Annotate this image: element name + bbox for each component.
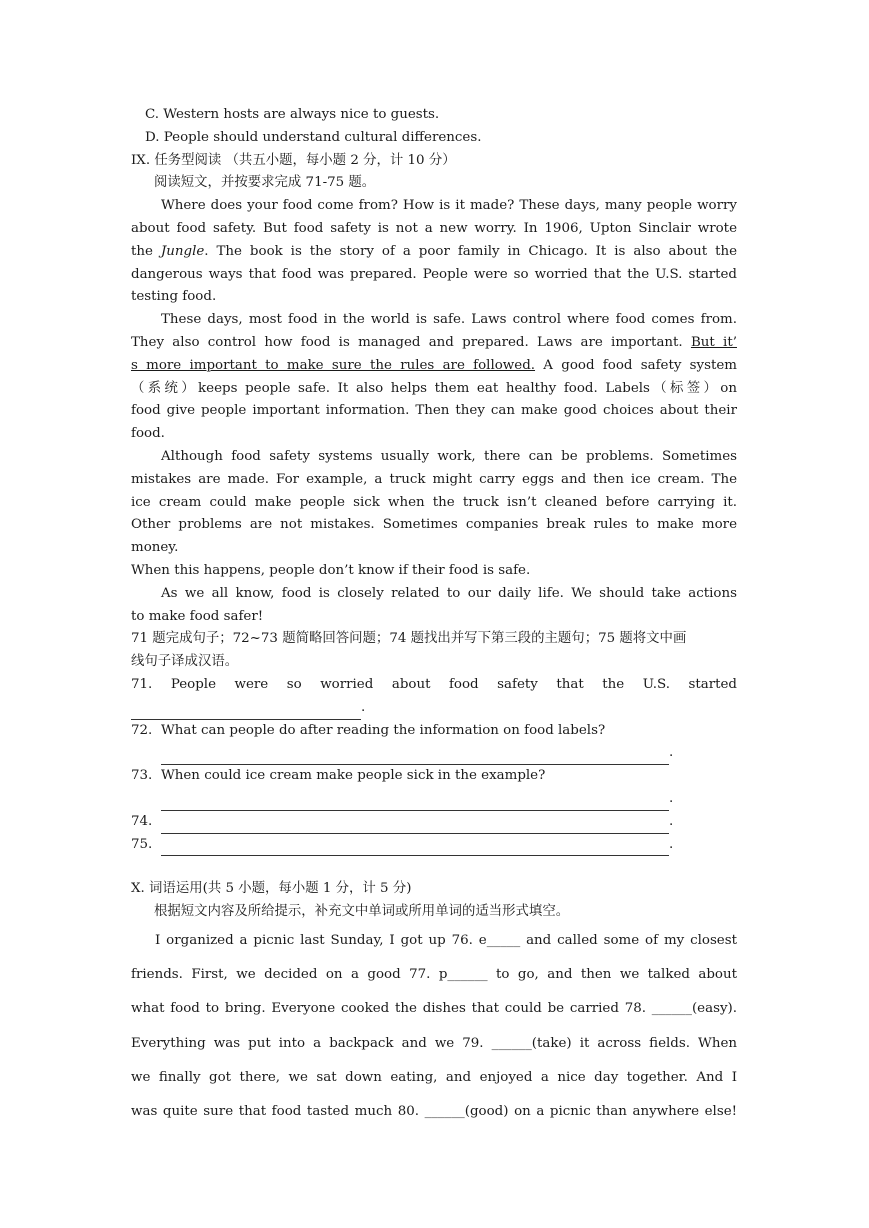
question-number: 74.	[131, 813, 153, 829]
passage-line	[131, 332, 737, 355]
passage-line: food.	[131, 426, 165, 442]
question-text: 71. People were so worried about food safety that the U.S. started	[131, 676, 737, 692]
passage-line	[131, 355, 737, 378]
answer-period: .	[669, 745, 674, 761]
cloze-passage	[131, 924, 737, 1129]
answer-line	[131, 788, 737, 811]
cloze-line: I organized a picnic last Sunday, I got up 76. e_____ and called some of my closest	[155, 932, 737, 948]
question-73	[131, 765, 737, 811]
section-10-instruction: 根据短文内容及所给提示，补充文中单词或所用单词的适当形式填空。	[154, 904, 570, 920]
passage-line: dangerous ways that food was prepared. People were so worried that the U.S. started	[131, 266, 737, 282]
passage-paragraph-3	[131, 446, 737, 583]
section-10-heading: X. 词语运用(共 5 小题，每小题 1 分，计 5 分)	[131, 881, 412, 897]
answer-blank[interactable]	[161, 818, 669, 834]
passage-line: testing food.	[131, 289, 217, 305]
option-c: C. Western hosts are always nice to guests.	[145, 107, 440, 122]
question-number: 72.	[131, 722, 153, 738]
question-71	[131, 674, 737, 720]
cloze-line: friends. First, we decided on a good 77. p______ to go, and then we talked about	[131, 967, 737, 983]
passage-line: ice cream could make people sick when the truck isn’t cleaned before carrying it.	[131, 494, 737, 510]
passage-line: Although food safety systems usually work, there can be problems. Sometimes	[161, 448, 737, 464]
cloze-line: was quite sure that food tasted much 80. ______(good) on a picnic than anywhere else!	[131, 1103, 737, 1119]
passage-paragraph-2	[131, 309, 737, 446]
answer-line	[131, 697, 737, 720]
underlined-sentence: But it’	[690, 334, 737, 350]
passage-line: These days, most food in the world is safe. Laws control where food comes from.	[161, 312, 737, 328]
passage-line: Where does your food come from? How is it made? These days, many people worry	[161, 198, 737, 214]
question-text: When could ice cream make people sick in the example?	[161, 768, 546, 784]
passage-line: （系统）keeps people safe. It also helps them eat healthy food. Labels（标签）on	[131, 380, 737, 396]
passage-text: They also control how food is managed and prepared. Laws are important.	[131, 334, 691, 350]
task-instruction: 71 题完成句子；72~73 题简略回答问题；74 题找出并写下第三段的主题句；75 题将文中画	[131, 631, 687, 647]
section-9-heading: IX. 任务型阅读 （共五小题，每小题 2 分，计 10 分）	[131, 152, 456, 168]
question-74	[131, 811, 737, 834]
question-75	[131, 834, 737, 857]
passage-line: food give people important information. Then they can make good choices about their	[131, 403, 737, 419]
passage-paragraph-1	[131, 195, 737, 309]
cloze-line: we finally got there, we sat down eating, and enjoyed a nice day together. And I	[131, 1069, 737, 1085]
answer-line	[131, 742, 737, 765]
book-title: Jungle	[160, 243, 205, 259]
passage-line: As we all know, food is closely related to our daily life. We should take actions	[161, 585, 737, 601]
cloze-line: Everything was put into a backpack and we 79. ______(take) it across fields. When	[131, 1035, 737, 1051]
passage-line: mistakes are made. For example, a truck might carry eggs and then ice cream. The	[131, 471, 737, 487]
answer-period: .	[669, 790, 674, 806]
answer-blank[interactable]	[161, 749, 669, 765]
passage-line: about food safety. But food safety is not a new worry. In 1906, Upton Sinclair wrote	[131, 220, 737, 236]
question-72	[131, 720, 737, 766]
question-number: 75.	[131, 836, 153, 852]
question-line	[131, 720, 737, 743]
answer-blank[interactable]	[161, 840, 669, 856]
passage-line: Other problems are not mistakes. Sometimes companies break rules to make more money.	[131, 517, 737, 556]
task-instruction: 线句子译成汉语。	[131, 654, 239, 670]
answer-period: .	[669, 813, 674, 829]
question-text: What can people do after reading the information on food labels?	[161, 722, 606, 738]
exam-page	[131, 104, 737, 1129]
passage-line: When this happens, people don’t know if their food is safe.	[131, 562, 531, 578]
underlined-sentence: s more important to make sure the rules are followed.	[131, 357, 536, 373]
cloze-line: what food to bring. Everyone cooked the dishes that could be carried 78. ______(easy).	[131, 1001, 737, 1017]
answer-blank[interactable]	[131, 704, 361, 720]
answer-period: .	[669, 836, 674, 852]
passage-line	[131, 241, 737, 264]
question-line	[131, 765, 737, 788]
question-number: 73.	[131, 768, 153, 784]
option-d: D. People should understand cultural differences.	[145, 129, 482, 145]
passage-text: A good food safety system	[535, 357, 737, 373]
passage-paragraph-4	[131, 583, 737, 629]
passage-text: the	[131, 243, 161, 259]
passage-line: to make food safer!	[131, 608, 264, 624]
section-9-instruction: 阅读短文，并按要求完成 71-75 题。	[154, 175, 376, 191]
answer-blank[interactable]	[161, 795, 669, 811]
passage-text: . The book is the story of a poor family in Chicago. It is also about the	[204, 243, 737, 259]
answer-period: .	[361, 699, 366, 715]
